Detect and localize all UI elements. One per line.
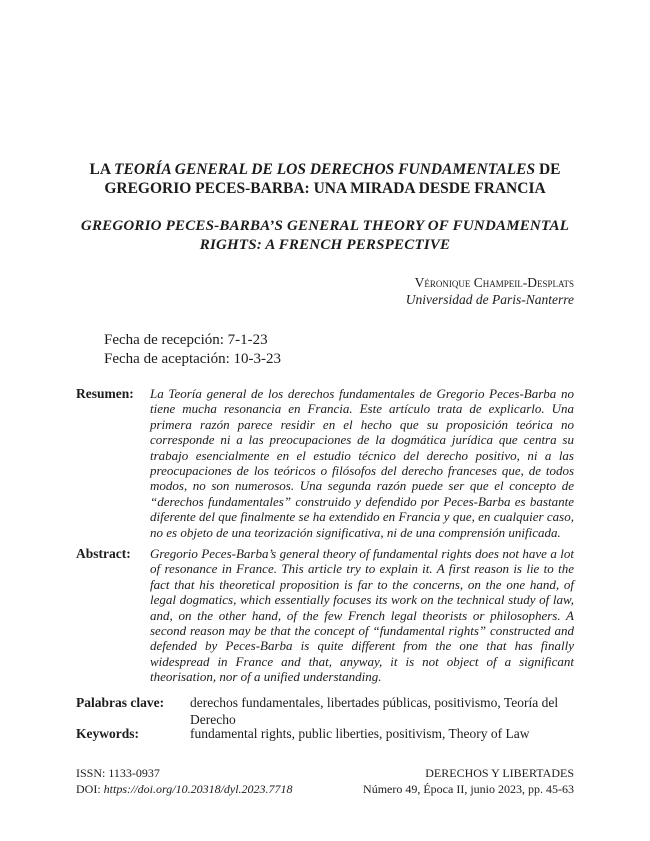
palabras-clave-label: Palabras clave: [76, 695, 165, 710]
keywords-text: fundamental rights, public liberties, positivism, Theory of Law [190, 726, 530, 741]
issn: ISSN: 1133-0937 [76, 766, 160, 780]
subtitle-line1: GREGORIO PECES-BARBA’S GENERAL THEORY OF FUNDAMENTAL [80, 218, 570, 234]
title-italic: TEORÍA GENERAL DE LOS DERECHOS FUNDAMENTALES [114, 161, 536, 178]
abstract-text: Gregorio Peces-Barba’s general theory of fundamental rights does not have a lot of resonance in France. This article try to explain it. A first reason is lie to the fact that his theoretical proposition is far to the concerns, on the one hand, of legal dogmatics, which essentially focuses its work on the technical study of law, and, on the other hand, of the few French legal theorists or philosophers. A second reason may be that the concept of “fundamental rights” constructed and defended by Peces-Barba is quite different from the one that has finally widespread in France and that, anyway, it is not object of a significant theorisation, nor of a unified understanding. [150, 546, 574, 685]
keywords-label: Keywords: [76, 726, 139, 741]
journal-name: DERECHOS Y LIBERTADES [425, 766, 574, 780]
subtitle-line2: RIGHTS: A FRENCH PERSPECTIVE [199, 237, 451, 253]
dates-block [104, 331, 281, 369]
article-title [60, 160, 590, 198]
issue-info: Número 49, Época II, junio 2023, pp. 45-63 [363, 782, 574, 796]
author-affiliation: Universidad de Paris-Nanterre [405, 292, 574, 307]
footer-left [76, 765, 293, 797]
title-line2: GREGORIO PECES-BARBA: UNA MIRADA DESDE FRANCIA [104, 180, 546, 197]
doi-line [76, 781, 293, 797]
title-prefix: LA [89, 161, 115, 178]
author-name: Véronique Champeil-Desplats [414, 275, 574, 290]
doi-label: DOI: [76, 782, 104, 796]
article-subtitle [60, 217, 590, 255]
doi-link[interactable]: https://doi.org/10.20318/dyl.2023.7718 [103, 782, 293, 796]
title-suffix: DE [535, 161, 561, 178]
resumen-text: La Teoría general de los derechos fundamentales de Gregorio Peces-Barba no tiene mucha resonancia en Francia. Este artículo trata de explicarlo. Una primera razón parece residir en el hecho que su proposición teórica no corresponde ni a las preocupaciones de la dogmática jurídica que centra su trabajo esencialmente en el estudio técnico del derecho positivo, ni a las preocupaciones de los teóricos o filósofos del derecho franceses que, de todos modos, no son numerosos. Una segunda razón puede ser que el concepto de “derechos fundamentales” construido y defendido por Peces-Barba es bastante diferente del que finalmente se ha extendido en Francia y que, en cualquier caso, no es objeto de una teorización significativa, ni de una comprensión unificada. [150, 386, 574, 540]
accepted-date: Fecha de aceptación: 10-3-23 [104, 351, 282, 367]
palabras-clave-text: derechos fundamentales, libertades públicas, positivismo, Teoría del Derecho [190, 695, 559, 727]
resumen-label: Resumen: [76, 386, 134, 401]
abstract-label: Abstract: [76, 546, 131, 561]
footer-right [363, 765, 574, 797]
received-date: Fecha de recepción: 7-1-23 [104, 332, 268, 348]
